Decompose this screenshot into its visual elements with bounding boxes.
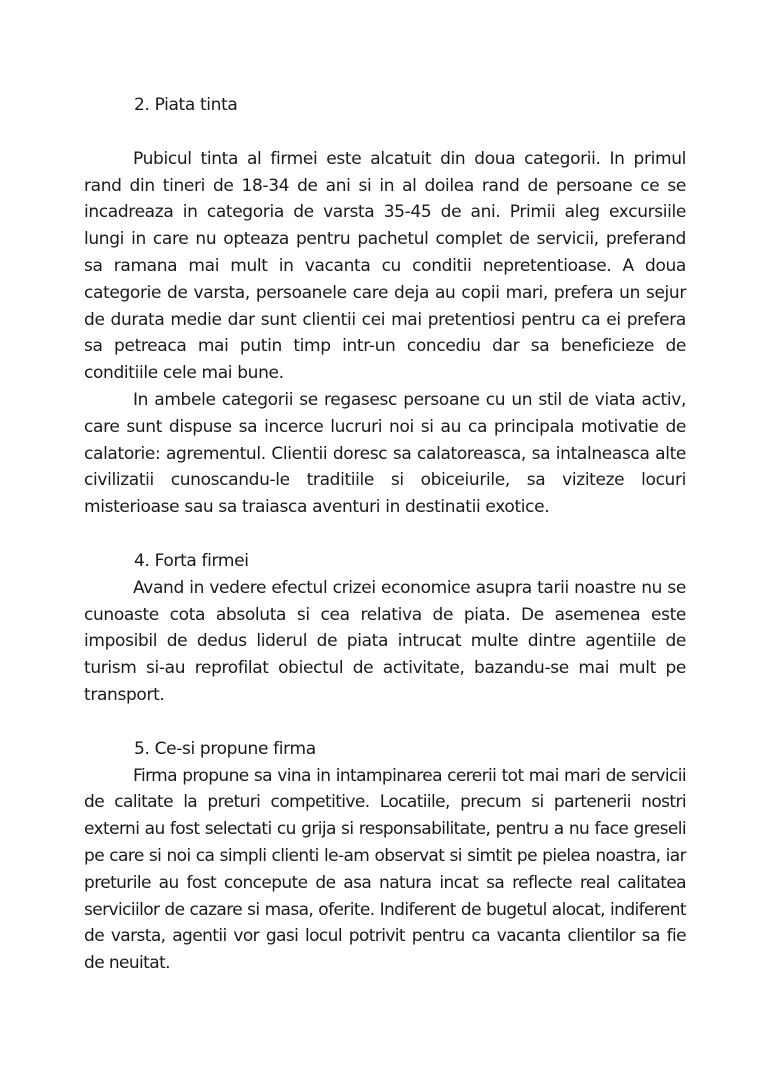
paragraph-forta-firmei: Avand in vedere efectul crizei economice asupra tarii noastre nu se cunoaste cota absoluta si cea relativa de piata. De asemenea este imposibil de dedus liderul de piata intrucat multe dintre agentiile de turism si-au reprofilat obiectul de activitate, bazandu-se mai mult pe transport. — [84, 577, 686, 705]
paragraph-public-tinta: Pubicul tinta al firmei este alcatuit din doua categorii. In primul rand din tineri de 18-34 de ani si in al doilea rand de persoane ce se incadreaza in categoria de varsta 35-45 de ani. Primii aleg excursiile lungi in care nu opteaza pentru pachetul complet de servicii, preferand sa ramana mai mult in vacanta cu conditii nepretentioase. A doua categorie de varsta, persoanele care deja au copii mari, prefera un sejur de durata medie dar sunt clientii cei mai pretentiosi pentru ca ei prefera sa petreaca mai putin timp intr-un concediu dar sa beneficieze de conditiile cele mai bune. — [84, 148, 686, 384]
paragraph-categorii: In ambele categorii se regasesc persoane cu un stil de viata activ, care sunt dispuse sa incerce lucruri noi si au ca principala motivatie de calatorie: agrementul. Clientii doresc sa calatoreasca, sa intalneasca alte civilizatii cunoscandu-le traditiile si obiceiurile, sa viziteze locuri misterioase sau sa traiasca aventuri in destinatii exotice. — [84, 389, 686, 518]
document-body — [84, 92, 686, 977]
spacer — [84, 119, 686, 146]
section-heading-ce-si-propune: 5. Ce-si propune firma — [134, 738, 316, 759]
spacer — [84, 521, 686, 548]
section-heading-piata-tinta: 2. Piata tinta — [134, 95, 238, 115]
section-heading-forta-firmei: 4. Forta firmei — [134, 550, 249, 571]
paragraph-ce-si-propune: Firma propune sa vina in intampinarea cererii tot mai mari de servicii de calitate la preturi competitive. Locatiile, precum si partenerii nostri externi au fost selectati cu grija si responsabilitate, pentru a nu face greseli pe care si noi ca simpli clienti le-am observat si simtit pe pielea noastra, iar preturile au fost concepute de asa natura incat sa reflecte real calitatea serviciilor de cazare si masa, oferite. Indiferent de bugetul alocat, indiferent de varsta, agentii vor gasi locul potrivit pentru ca vacanta clientilor sa fie de neuitat. — [84, 765, 686, 974]
spacer — [84, 709, 686, 736]
